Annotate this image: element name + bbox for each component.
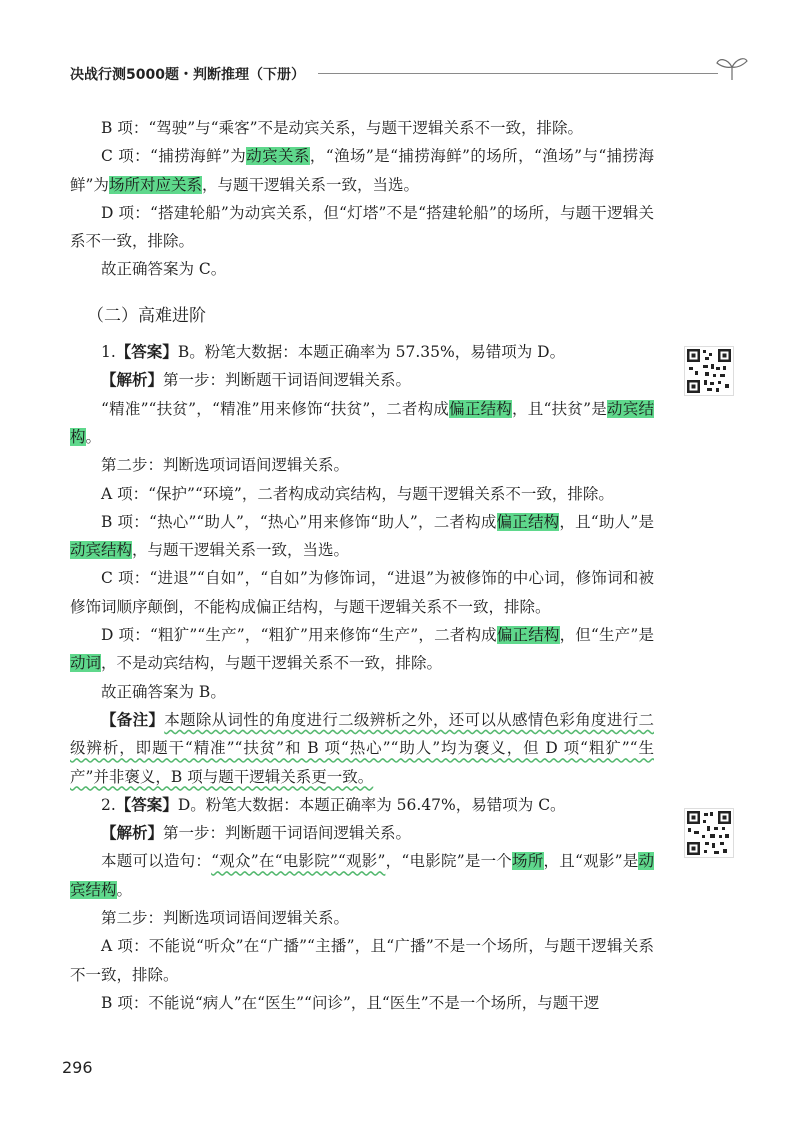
qr-code-icon[interactable] xyxy=(684,346,734,396)
q1-note: 【备注】本题除从词性的角度进行二级辨析之外，还可以从感情色彩角度进行二级辨析，即题干“精准”“扶贫”和 B 项“热心”“助人”均为褒义，但 D 项“粗犷”“生产”并非褒义，B 项与题干逻辑关系更一致。 xyxy=(70,709,654,786)
q2-answer: 2.【答案】D。粉笔大数据：本题正确率为 56.47%，易错项为 C。 xyxy=(101,794,566,814)
paragraph-c-option: C 项：“捕捞海鲜”为动宾关系，“渔场”是“捕捞海鲜”的场所，“渔场”与“捕捞海鲜”为场所对应关系，与题干逻辑关系一致，当选。 xyxy=(70,147,654,194)
highlight: 动词 xyxy=(70,654,102,673)
q2-analysis: 【解析】第一步：判断题干词语间逻辑关系。 xyxy=(101,823,412,843)
section-heading: （二）高难进阶 xyxy=(87,305,206,326)
page-body xyxy=(70,114,654,1017)
book-title: 决战行测5000题・判断推理（下册） xyxy=(70,67,305,83)
highlight: 场所对应关系 xyxy=(108,175,202,194)
page-number: 296 xyxy=(62,1058,93,1077)
q1-option-a: A 项：“保护”“环境”，二者构成动宾结构，与题干逻辑关系不一致，排除。 xyxy=(101,484,614,503)
q2-step1: 本题可以造句：“观众”在“电影院”“观影”，“电影院”是一个场所，且“观影”是动宾结构。 xyxy=(70,852,654,899)
header-rule xyxy=(318,73,718,74)
highlight: 场所 xyxy=(512,852,544,871)
q1-option-d: D 项：“粗犷”“生产”，“粗犷”用来修饰“生产”，二者构成偏正结构，但“生产”是动词，不是动宾结构，与题干逻辑关系不一致，排除。 xyxy=(70,626,654,673)
q1-conclusion: 故正确答案为 B。 xyxy=(101,682,226,701)
highlight: 动宾结构 xyxy=(70,399,654,446)
highlight: 动宾结构 xyxy=(70,852,654,899)
q1-answer: 1.【答案】B。粉笔大数据：本题正确率为 57.35%，易错项为 D。 xyxy=(101,342,566,362)
q1-option-b: B 项：“热心”“助人”，“热心”用来修饰“助人”，二者构成偏正结构，且“助人”是动宾结构，与题干逻辑关系一致，当选。 xyxy=(70,512,654,560)
q2-option-a: A 项：不能说“听众”在“广播”“主播”，且“广播”不是一个场所，与题干逻辑关系不一致，排除。 xyxy=(70,937,654,984)
q2-option-b: B 项：不能说“病人”在“医生”“问诊”，且“医生”不是一个场所，与题干逻 xyxy=(101,993,600,1012)
q2-step2: 第二步：判断选项词语间逻辑关系。 xyxy=(101,909,350,928)
q1-step1: “精准”“扶贫”，“精准”用来修饰“扶贫”，二者构成偏正结构，且“扶贫”是动宾结构。 xyxy=(70,399,654,446)
paragraph-b-option: B 项：“驾驶”与“乘客”不是动宾关系，与题干逻辑关系不一致，排除。 xyxy=(101,119,584,137)
qr-code-icon[interactable] xyxy=(684,808,734,858)
highlight: 动宾结构 xyxy=(70,541,133,560)
highlight: 偏正结构 xyxy=(496,512,560,531)
running-header xyxy=(70,62,750,86)
q1-analysis: 【解析】第一步：判断题干词语间逻辑关系。 xyxy=(101,370,412,390)
paragraph-conclusion: 故正确答案为 C。 xyxy=(101,260,227,279)
q1-option-c: C 项：“进退”“自如”，“自如”为修饰词，“进退”为被修饰的中心词，修饰词和被修饰词顺序颠倒，不能构成偏正结构，与题干逻辑关系不一致，排除。 xyxy=(70,569,654,616)
q1-step2: 第二步：判断选项词语间逻辑关系。 xyxy=(101,456,350,475)
sprout-icon xyxy=(715,54,749,80)
paragraph-d-option: D 项：“搭建轮船”为动宾关系，但“灯塔”不是“搭建轮船”的场所，与题干逻辑关系不一致，排除。 xyxy=(70,203,654,251)
highlight: 偏正结构 xyxy=(496,626,560,645)
highlight: 偏正结构 xyxy=(449,399,513,418)
highlight: 动宾关系 xyxy=(246,147,310,166)
